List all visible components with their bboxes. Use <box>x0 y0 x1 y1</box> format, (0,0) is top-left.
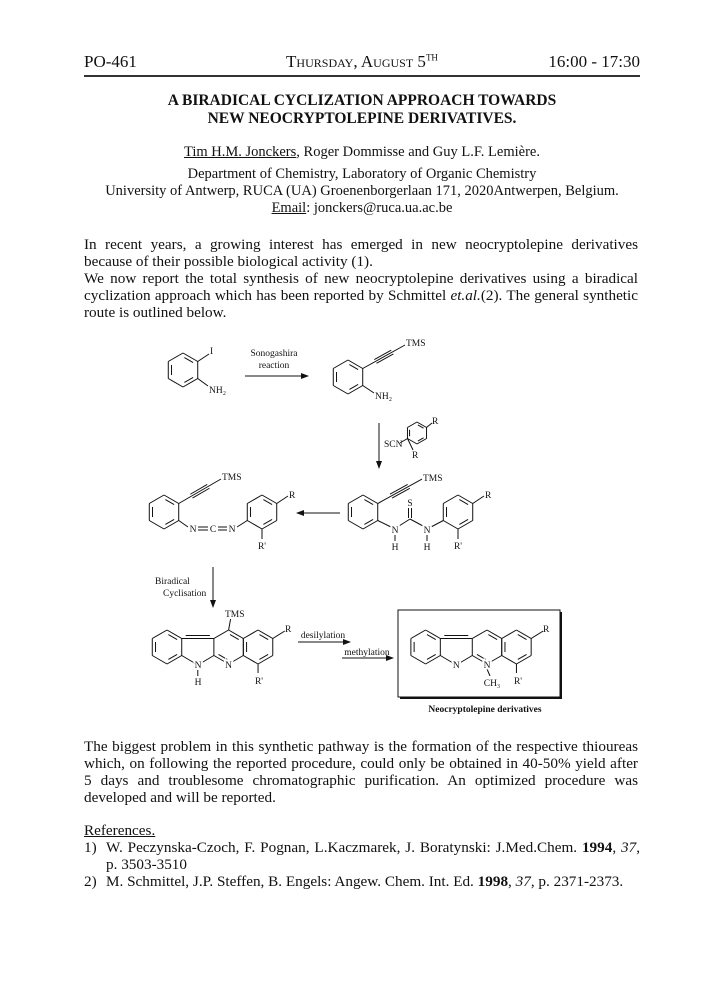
conclusion: The biggest problem in this synthetic pathway is the formation of the respective thioureas which, on following the reported procedure, could only be obtained in 40-50% yield after 5 days and troublesome chromatographic purification. An optimized procedure was developed and will be reported. <box>84 738 638 806</box>
intro-p2-etal: et.al. <box>450 287 481 304</box>
reference-volume: 37 <box>515 873 531 890</box>
reference-text <box>106 873 640 890</box>
ring-bond <box>363 521 378 530</box>
email-address[interactable]: : jonckers@ruca.ua.ac.be <box>306 200 453 216</box>
label-c: C <box>209 525 217 535</box>
bond <box>410 519 423 526</box>
ring-bond <box>167 630 182 639</box>
label-h: H <box>391 543 399 553</box>
ring-bond <box>243 630 258 639</box>
ring-bond <box>247 495 262 504</box>
alkyne-bond <box>376 354 393 363</box>
ring-bond <box>262 495 277 504</box>
session-time: 16:00 - 17:30 <box>548 52 640 71</box>
alkyne-bond <box>392 488 410 498</box>
label-n: N <box>189 525 197 535</box>
reference-pages: , p. 3503-3510 <box>106 839 640 873</box>
alkyne-bond <box>179 479 221 504</box>
ring-bond <box>152 630 167 639</box>
ring-bond <box>458 495 473 504</box>
session-day-sup: TH <box>425 52 438 63</box>
intro-p2-end: (2). The general synthetic route is outlined below. <box>84 287 638 321</box>
bond <box>237 521 247 528</box>
label-ch3: CH₃ <box>483 679 501 689</box>
label-r: R <box>289 491 296 501</box>
ring-bond <box>152 656 167 665</box>
label-desilylation: desilylation <box>300 631 346 641</box>
ring-bond <box>348 360 363 369</box>
ring-bond <box>348 521 363 530</box>
label-h: H <box>194 678 202 688</box>
ring-bond <box>258 656 273 665</box>
label-r: R <box>412 451 419 461</box>
label-n: N <box>225 661 233 671</box>
ring-bond <box>183 379 198 388</box>
ring-bond <box>164 495 179 504</box>
references-heading: References. <box>84 822 156 839</box>
ring-bond <box>333 360 348 369</box>
reference-item <box>84 839 640 873</box>
label-nh2: NH₂ <box>375 392 393 402</box>
ring-bond <box>229 630 244 639</box>
product-caption: Neocryptolepine derivatives <box>428 705 542 715</box>
label-s: S <box>407 499 413 509</box>
affiliation-line-2: University of Antwerp, RUCA (UA) Groenenborgerlaan 171, 2020Antwerpen, Belgium. <box>105 183 619 199</box>
affiliation-line-1: Department of Chemistry, Laboratory of Organic Chemistry <box>187 166 537 182</box>
label-n: N <box>452 661 460 671</box>
label-methylation: methylation <box>344 648 390 658</box>
ring-bond <box>363 495 378 504</box>
label-sonogashira: Sonogashira <box>250 349 298 359</box>
session-day-text: Thursday, August 5 <box>286 52 426 71</box>
bond <box>198 354 209 362</box>
ring-bond <box>149 521 164 530</box>
alkyne-bond <box>363 345 405 369</box>
bond <box>273 631 285 639</box>
bond <box>473 496 484 504</box>
ring-bond <box>258 630 273 639</box>
reference-volume: 37 <box>621 839 637 856</box>
bond <box>431 521 443 528</box>
label-h: H <box>423 543 431 553</box>
label-n: N <box>391 526 399 536</box>
poster-code: PO-461 <box>84 52 137 71</box>
reference-authors: M. Schmittel, J.P. Steffen, B. Engels: Angew. Chem. Int. Ed. <box>106 873 478 890</box>
reference-number: 1) <box>84 839 97 856</box>
bond <box>363 386 374 394</box>
label-r: R <box>432 417 439 427</box>
title-line-1: A BIRADICAL CYCLIZATION APPROACH TOWARDS <box>167 92 557 109</box>
label-scn: SCN <box>384 440 403 450</box>
co-authors: , Roger Dommisse and Guy L.F. Lemière. <box>296 144 540 160</box>
label-n: N <box>423 526 431 536</box>
label-iodo: I <box>210 347 214 357</box>
references <box>84 822 640 890</box>
label-r-prime: R' <box>254 677 264 687</box>
bond <box>198 379 208 387</box>
bond <box>399 519 410 526</box>
label-nh2: NH₂ <box>209 386 227 396</box>
reference-pages: , p. 2371-2373. <box>530 873 624 890</box>
label-reaction: reaction <box>258 361 290 371</box>
ring-bond <box>243 656 258 665</box>
label-r: R <box>543 625 550 635</box>
reference-sep: , <box>508 873 516 890</box>
label-r-prime: R' <box>257 542 267 552</box>
label-r: R <box>285 625 292 635</box>
label-tms: TMS <box>406 339 426 349</box>
alkyne-bond <box>390 484 408 494</box>
ring-bond <box>214 630 229 639</box>
alkyne-bond <box>190 484 207 494</box>
ring-bond <box>167 656 182 665</box>
ring-bond <box>443 495 458 504</box>
bond <box>179 521 188 528</box>
reference-item <box>84 873 640 890</box>
email-label: Email <box>271 200 307 216</box>
label-tms: TMS <box>423 474 443 484</box>
ring-bond <box>348 386 363 395</box>
label-n: N <box>483 661 491 671</box>
ring-bond <box>168 379 183 388</box>
ring-bond <box>168 353 183 362</box>
label-r-prime: R' <box>453 542 463 552</box>
label-cyclisation: Cyclisation <box>163 589 207 599</box>
bond <box>277 496 288 504</box>
reference-year: 1994 <box>581 839 613 856</box>
alkyne-bond <box>378 479 422 504</box>
title-line-2: NEW NEOCRYPTOLEPINE DERIVATIVES. <box>207 110 517 127</box>
label-tms: TMS <box>222 473 242 483</box>
reference-year: 1998 <box>477 873 509 890</box>
intro-paragraph-1: In recent years, a growing interest has emerged in new neocryptolepine derivatives because of their possible biological activity (1). <box>84 236 638 270</box>
ring-bond <box>262 521 277 530</box>
ring-bond <box>443 521 458 530</box>
ring-bond <box>333 386 348 395</box>
ring-bond <box>348 495 363 504</box>
ring-bond <box>247 521 262 530</box>
bond <box>229 619 231 630</box>
product-box <box>398 610 560 697</box>
reference-text <box>106 839 640 873</box>
ring-bond <box>149 495 164 504</box>
intro-p2-text: We now report the total synthesis of new neocryptolepine derivatives using a biradical cyclization approach which has been reported by Schmittel <box>84 270 638 304</box>
label-n: N <box>194 661 202 671</box>
label-biradical: Biradical <box>155 577 190 587</box>
ring-bond <box>458 521 473 530</box>
reference-authors: W. Peczynska-Czoch, F. Pognan, L.Kaczmarek, J. Boratynski: J.Med.Chem. <box>106 839 582 856</box>
presenting-author: Tim H.M. Jonckers <box>184 144 297 160</box>
ring-bond <box>183 353 198 362</box>
reference-number: 2) <box>84 873 97 890</box>
ring-bond <box>164 521 179 530</box>
bond <box>378 521 391 528</box>
label-n: N <box>228 525 236 535</box>
alkyne-bond <box>374 350 391 359</box>
label-tms: TMS <box>225 610 245 620</box>
label-r-prime: R' <box>513 677 523 687</box>
label-r: R <box>485 491 492 501</box>
reference-sep: , <box>612 839 622 856</box>
alkyne-bond <box>193 488 210 498</box>
ring-bond <box>407 422 417 428</box>
